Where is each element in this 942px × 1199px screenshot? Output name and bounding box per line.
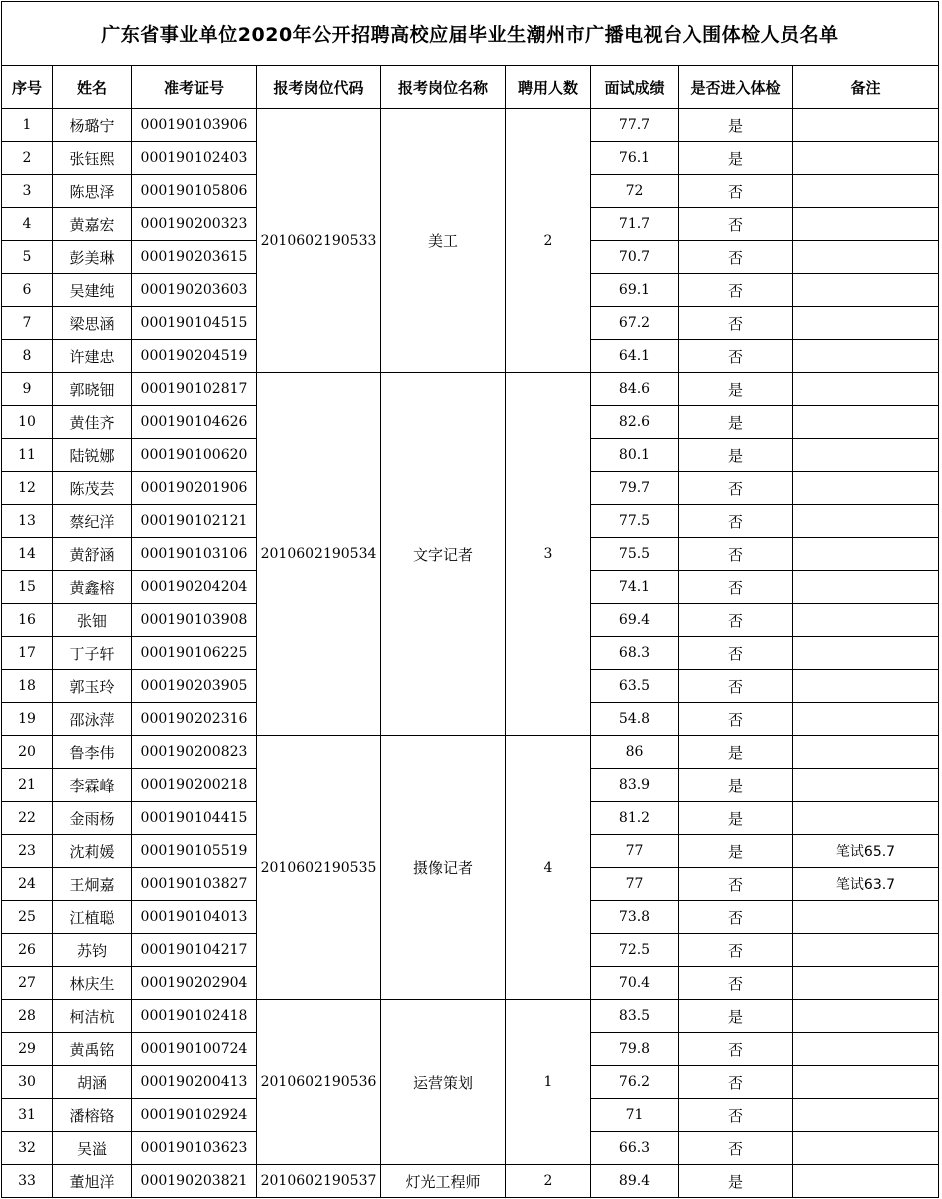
cell-name: 金雨杨 <box>53 802 132 835</box>
cell-physical-exam: 是 <box>679 439 793 472</box>
cell-name: 郭晓钿 <box>53 373 132 406</box>
cell-interview-score: 71 <box>591 1099 679 1132</box>
cell-position-name: 灯光工程师 <box>381 1165 506 1198</box>
cell-physical-exam: 否 <box>679 241 793 274</box>
cell-seq: 15 <box>2 571 53 604</box>
cell-name: 邵泳萍 <box>53 703 132 736</box>
cell-remark <box>793 109 939 142</box>
cell-interview-score: 69.1 <box>591 274 679 307</box>
cell-exam-id: 000190102924 <box>132 1099 257 1132</box>
cell-interview-score: 64.1 <box>591 340 679 373</box>
cell-remark: 笔试65.7 <box>793 835 939 868</box>
cell-remark <box>793 505 939 538</box>
cell-seq: 8 <box>2 340 53 373</box>
cell-exam-id: 000190204204 <box>132 571 257 604</box>
cell-physical-exam: 否 <box>679 901 793 934</box>
cell-remark <box>793 307 939 340</box>
cell-seq: 31 <box>2 1099 53 1132</box>
cell-name: 林庆生 <box>53 967 132 1000</box>
cell-interview-score: 84.6 <box>591 373 679 406</box>
cell-physical-exam: 否 <box>679 604 793 637</box>
cell-interview-score: 86 <box>591 736 679 769</box>
cell-physical-exam: 否 <box>679 175 793 208</box>
cell-seq: 27 <box>2 967 53 1000</box>
cell-seq: 7 <box>2 307 53 340</box>
cell-exam-id: 000190103906 <box>132 109 257 142</box>
cell-physical-exam: 否 <box>679 703 793 736</box>
cell-physical-exam: 否 <box>679 1132 793 1165</box>
cell-remark <box>793 769 939 802</box>
table-row <box>2 1000 939 1033</box>
cell-name: 黄舒涵 <box>53 538 132 571</box>
page-title: 广东省事业单位2020年公开招聘高校应届毕业生潮州市广播电视台入围体检人员名单 <box>2 2 939 66</box>
cell-name: 吴溢 <box>53 1132 132 1165</box>
cell-physical-exam: 是 <box>679 835 793 868</box>
header-seq: 序号 <box>2 66 53 109</box>
cell-exam-id: 000190203603 <box>132 274 257 307</box>
cell-exam-id: 000190100620 <box>132 439 257 472</box>
cell-name: 郭玉玲 <box>53 670 132 703</box>
cell-name: 董旭洋 <box>53 1165 132 1198</box>
cell-exam-id: 000190102817 <box>132 373 257 406</box>
cell-interview-score: 79.8 <box>591 1033 679 1066</box>
cell-interview-score: 69.4 <box>591 604 679 637</box>
cell-exam-id: 000190100724 <box>132 1033 257 1066</box>
cell-exam-id: 000190103827 <box>132 868 257 901</box>
cell-name: 张钰熙 <box>53 142 132 175</box>
table-row <box>2 373 939 406</box>
cell-hires: 2 <box>506 1165 591 1198</box>
cell-remark <box>793 604 939 637</box>
header-remark: 备注 <box>793 66 939 109</box>
cell-name: 彭美琳 <box>53 241 132 274</box>
cell-physical-exam: 否 <box>679 340 793 373</box>
cell-physical-exam: 否 <box>679 472 793 505</box>
cell-interview-score: 82.6 <box>591 406 679 439</box>
cell-remark <box>793 703 939 736</box>
cell-physical-exam: 是 <box>679 736 793 769</box>
cell-remark <box>793 373 939 406</box>
cell-name: 黄鑫榕 <box>53 571 132 604</box>
cell-seq: 26 <box>2 934 53 967</box>
cell-exam-id: 000190104013 <box>132 901 257 934</box>
cell-physical-exam: 否 <box>679 505 793 538</box>
cell-physical-exam: 是 <box>679 1165 793 1198</box>
cell-position-name: 运营策划 <box>381 1000 506 1165</box>
cell-exam-id: 000190103106 <box>132 538 257 571</box>
cell-exam-id: 000190102403 <box>132 142 257 175</box>
cell-interview-score: 79.7 <box>591 472 679 505</box>
cell-seq: 19 <box>2 703 53 736</box>
cell-seq: 14 <box>2 538 53 571</box>
cell-exam-id: 000190104415 <box>132 802 257 835</box>
cell-seq: 10 <box>2 406 53 439</box>
cell-remark <box>793 802 939 835</box>
cell-exam-id: 000190204519 <box>132 340 257 373</box>
header-hires: 聘用人数 <box>506 66 591 109</box>
cell-exam-id: 000190103623 <box>132 1132 257 1165</box>
cell-interview-score: 70.4 <box>591 967 679 1000</box>
cell-name: 柯洁杭 <box>53 1000 132 1033</box>
cell-exam-id: 000190202904 <box>132 967 257 1000</box>
cell-seq: 13 <box>2 505 53 538</box>
cell-name: 王炯嘉 <box>53 868 132 901</box>
cell-position-name: 文字记者 <box>381 373 506 736</box>
cell-seq: 16 <box>2 604 53 637</box>
cell-remark <box>793 241 939 274</box>
cell-exam-id: 000190200413 <box>132 1066 257 1099</box>
cell-remark <box>793 571 939 604</box>
cell-physical-exam: 否 <box>679 670 793 703</box>
cell-interview-score: 76.2 <box>591 1066 679 1099</box>
cell-position-code: 2010602190536 <box>257 1000 381 1165</box>
cell-exam-id: 000190201906 <box>132 472 257 505</box>
cell-name: 黄禹铭 <box>53 1033 132 1066</box>
header-position-name: 报考岗位名称 <box>381 66 506 109</box>
cell-interview-score: 73.8 <box>591 901 679 934</box>
cell-exam-id: 000190102418 <box>132 1000 257 1033</box>
cell-remark <box>793 967 939 1000</box>
cell-seq: 29 <box>2 1033 53 1066</box>
cell-remark <box>793 637 939 670</box>
cell-physical-exam: 否 <box>679 274 793 307</box>
cell-remark <box>793 142 939 175</box>
cell-name: 陈思泽 <box>53 175 132 208</box>
cell-seq: 17 <box>2 637 53 670</box>
header-physical-exam: 是否进入体检 <box>679 66 793 109</box>
cell-name: 陆锐娜 <box>53 439 132 472</box>
cell-exam-id: 000190203615 <box>132 241 257 274</box>
cell-exam-id: 000190104626 <box>132 406 257 439</box>
table-body <box>2 109 939 1198</box>
cell-remark <box>793 934 939 967</box>
cell-interview-score: 83.9 <box>591 769 679 802</box>
cell-interview-score: 70.7 <box>591 241 679 274</box>
cell-seq: 33 <box>2 1165 53 1198</box>
cell-physical-exam: 否 <box>679 538 793 571</box>
cell-interview-score: 81.2 <box>591 802 679 835</box>
cell-seq: 6 <box>2 274 53 307</box>
cell-name: 杨璐宁 <box>53 109 132 142</box>
table-row <box>2 736 939 769</box>
cell-remark <box>793 670 939 703</box>
cell-name: 鲁李伟 <box>53 736 132 769</box>
cell-physical-exam: 否 <box>679 208 793 241</box>
cell-name: 黄佳齐 <box>53 406 132 439</box>
cell-remark <box>793 175 939 208</box>
header-name: 姓名 <box>53 66 132 109</box>
cell-hires: 2 <box>506 109 591 373</box>
cell-hires: 3 <box>506 373 591 736</box>
cell-name: 苏钧 <box>53 934 132 967</box>
cell-physical-exam: 是 <box>679 142 793 175</box>
cell-seq: 24 <box>2 868 53 901</box>
cell-exam-id: 000190203905 <box>132 670 257 703</box>
cell-seq: 18 <box>2 670 53 703</box>
cell-exam-id: 000190200218 <box>132 769 257 802</box>
cell-physical-exam: 是 <box>679 769 793 802</box>
cell-remark <box>793 208 939 241</box>
cell-interview-score: 77.7 <box>591 109 679 142</box>
cell-position-code: 2010602190535 <box>257 736 381 1000</box>
table-row <box>2 109 939 142</box>
cell-name: 陈茂芸 <box>53 472 132 505</box>
cell-interview-score: 63.5 <box>591 670 679 703</box>
cell-seq: 28 <box>2 1000 53 1033</box>
cell-name: 黄嘉宏 <box>53 208 132 241</box>
cell-name: 吴建纯 <box>53 274 132 307</box>
cell-exam-id: 000190203821 <box>132 1165 257 1198</box>
cell-interview-score: 80.1 <box>591 439 679 472</box>
cell-physical-exam: 否 <box>679 571 793 604</box>
cell-remark <box>793 901 939 934</box>
cell-remark <box>793 406 939 439</box>
cell-physical-exam: 否 <box>679 307 793 340</box>
cell-interview-score: 77.5 <box>591 505 679 538</box>
cell-interview-score: 77 <box>591 835 679 868</box>
cell-position-name: 美工 <box>381 109 506 373</box>
table-row <box>2 1165 939 1198</box>
cell-seq: 30 <box>2 1066 53 1099</box>
cell-interview-score: 66.3 <box>591 1132 679 1165</box>
cell-name: 潘榕铬 <box>53 1099 132 1132</box>
cell-interview-score: 71.7 <box>591 208 679 241</box>
cell-physical-exam: 否 <box>679 1066 793 1099</box>
header-exam-id: 准考证号 <box>132 66 257 109</box>
cell-physical-exam: 否 <box>679 1033 793 1066</box>
cell-exam-id: 000190103908 <box>132 604 257 637</box>
cell-remark <box>793 1033 939 1066</box>
cell-physical-exam: 否 <box>679 1099 793 1132</box>
cell-name: 梁思涵 <box>53 307 132 340</box>
cell-position-code: 2010602190537 <box>257 1165 381 1198</box>
cell-hires: 1 <box>506 1000 591 1165</box>
cell-exam-id: 000190106225 <box>132 637 257 670</box>
cell-physical-exam: 否 <box>679 934 793 967</box>
cell-interview-score: 54.8 <box>591 703 679 736</box>
cell-physical-exam: 否 <box>679 637 793 670</box>
cell-name: 李霖峰 <box>53 769 132 802</box>
cell-remark <box>793 1165 939 1198</box>
cell-seq: 21 <box>2 769 53 802</box>
cell-remark <box>793 1000 939 1033</box>
cell-interview-score: 75.5 <box>591 538 679 571</box>
cell-exam-id: 000190200323 <box>132 208 257 241</box>
cell-interview-score: 68.3 <box>591 637 679 670</box>
header-row <box>2 66 939 109</box>
cell-seq: 25 <box>2 901 53 934</box>
cell-seq: 3 <box>2 175 53 208</box>
cell-remark <box>793 340 939 373</box>
cell-remark <box>793 736 939 769</box>
cell-interview-score: 83.5 <box>591 1000 679 1033</box>
cell-interview-score: 72.5 <box>591 934 679 967</box>
header-interview-score: 面试成绩 <box>591 66 679 109</box>
cell-exam-id: 000190105806 <box>132 175 257 208</box>
cell-remark <box>793 1066 939 1099</box>
cell-interview-score: 89.4 <box>591 1165 679 1198</box>
cell-seq: 2 <box>2 142 53 175</box>
cell-seq: 22 <box>2 802 53 835</box>
candidate-table <box>1 1 939 1198</box>
cell-physical-exam: 是 <box>679 373 793 406</box>
cell-interview-score: 72 <box>591 175 679 208</box>
cell-seq: 23 <box>2 835 53 868</box>
cell-exam-id: 000190104217 <box>132 934 257 967</box>
cell-hires: 4 <box>506 736 591 1000</box>
cell-remark <box>793 274 939 307</box>
cell-name: 张钿 <box>53 604 132 637</box>
cell-remark <box>793 538 939 571</box>
cell-physical-exam: 是 <box>679 109 793 142</box>
cell-exam-id: 000190104515 <box>132 307 257 340</box>
cell-exam-id: 000190202316 <box>132 703 257 736</box>
cell-seq: 5 <box>2 241 53 274</box>
cell-remark: 笔试63.7 <box>793 868 939 901</box>
cell-name: 胡涵 <box>53 1066 132 1099</box>
cell-remark <box>793 1099 939 1132</box>
cell-remark <box>793 439 939 472</box>
cell-remark <box>793 1132 939 1165</box>
cell-name: 江植聪 <box>53 901 132 934</box>
cell-name: 蔡纪洋 <box>53 505 132 538</box>
cell-physical-exam: 是 <box>679 406 793 439</box>
cell-physical-exam: 是 <box>679 1000 793 1033</box>
cell-position-name: 摄像记者 <box>381 736 506 1000</box>
cell-exam-id: 000190105519 <box>132 835 257 868</box>
cell-interview-score: 74.1 <box>591 571 679 604</box>
cell-physical-exam: 否 <box>679 868 793 901</box>
cell-seq: 4 <box>2 208 53 241</box>
cell-seq: 32 <box>2 1132 53 1165</box>
cell-name: 沈莉媛 <box>53 835 132 868</box>
cell-physical-exam: 否 <box>679 967 793 1000</box>
cell-exam-id: 000190102121 <box>132 505 257 538</box>
cell-exam-id: 000190200823 <box>132 736 257 769</box>
cell-name: 许建忠 <box>53 340 132 373</box>
cell-seq: 20 <box>2 736 53 769</box>
cell-seq: 12 <box>2 472 53 505</box>
cell-seq: 9 <box>2 373 53 406</box>
cell-interview-score: 67.2 <box>591 307 679 340</box>
cell-seq: 1 <box>2 109 53 142</box>
cell-interview-score: 77 <box>591 868 679 901</box>
cell-name: 丁子轩 <box>53 637 132 670</box>
cell-position-code: 2010602190534 <box>257 373 381 736</box>
cell-position-code: 2010602190533 <box>257 109 381 373</box>
header-position-code: 报考岗位代码 <box>257 66 381 109</box>
cell-physical-exam: 是 <box>679 802 793 835</box>
cell-remark <box>793 472 939 505</box>
cell-interview-score: 76.1 <box>591 142 679 175</box>
cell-seq: 11 <box>2 439 53 472</box>
